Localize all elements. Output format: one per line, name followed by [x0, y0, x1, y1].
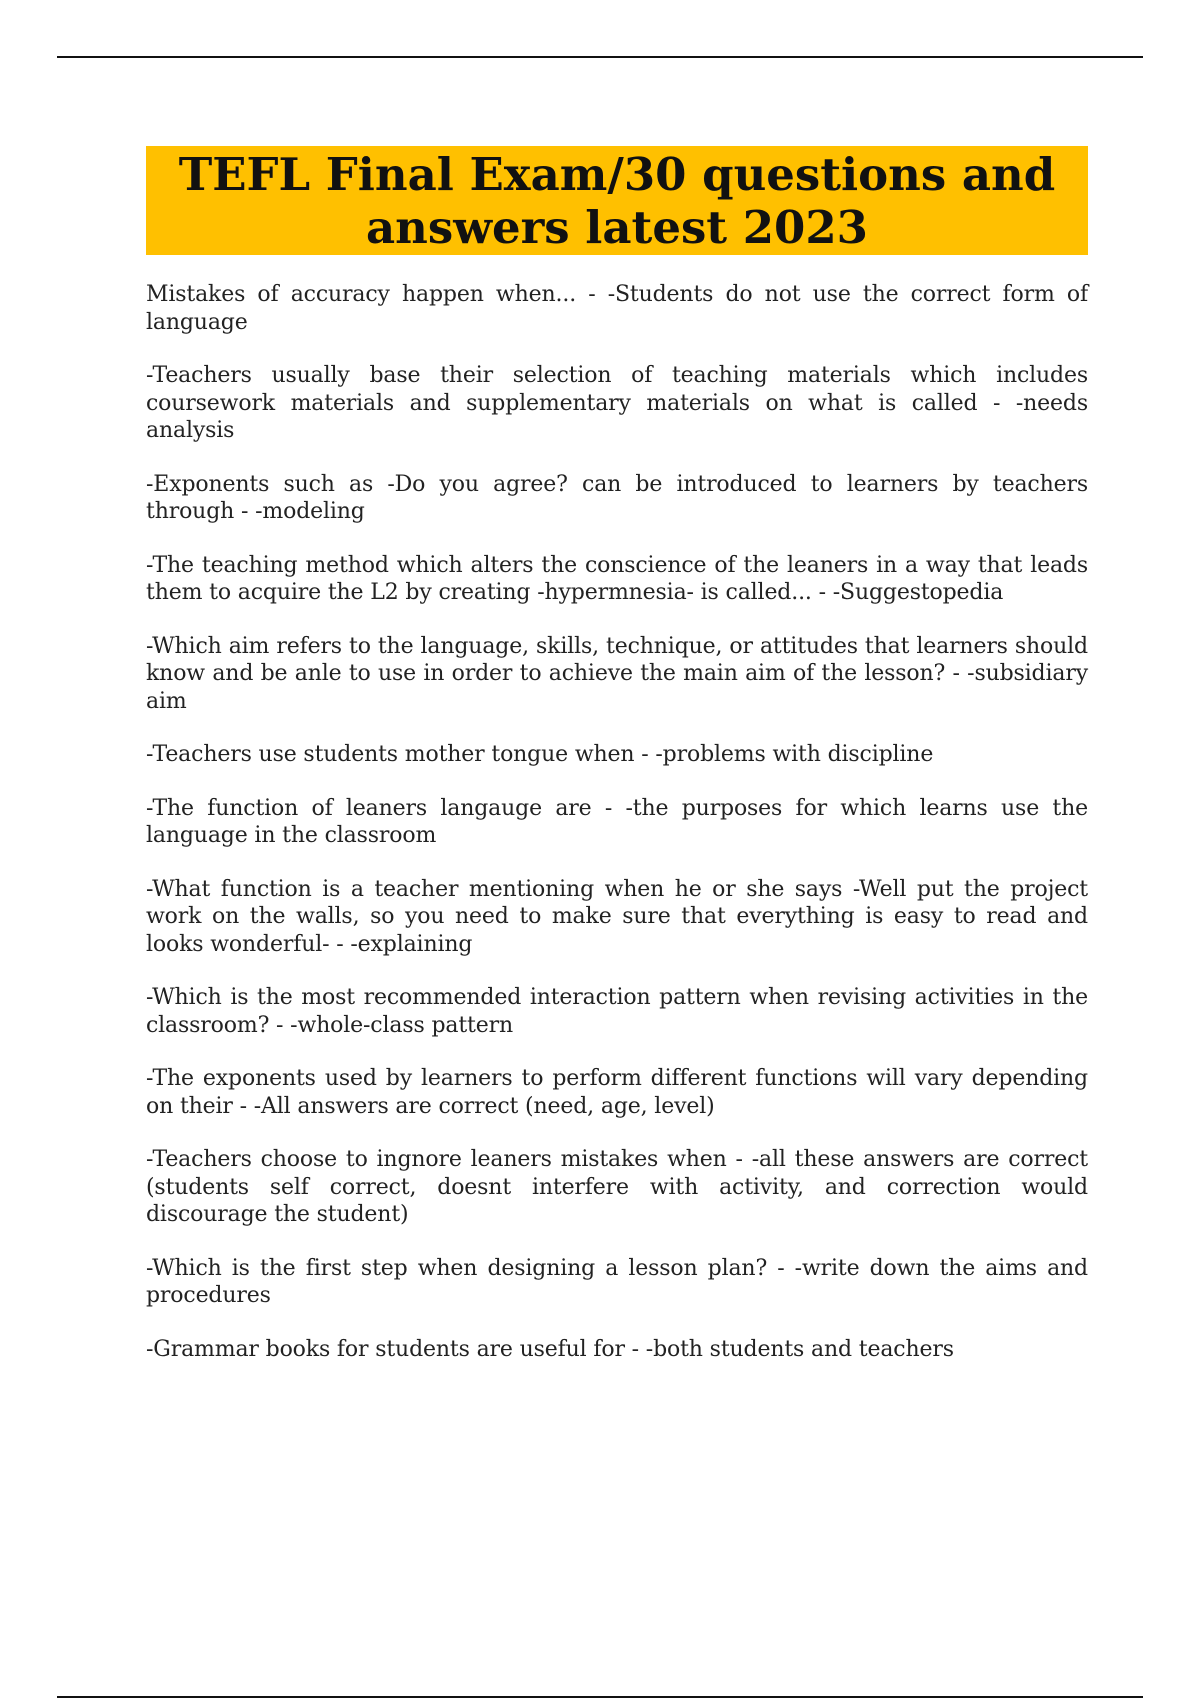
qa-item: Mistakes of accuracy happen when... - -Students do not use the correct form of language — [146, 282, 1088, 335]
qa-item: -Which is the first step when designing a lesson plan? - -write down the aims and procedures — [146, 1255, 1088, 1308]
qa-item: -Grammar books for students are useful for - -both students and teachers — [146, 1336, 954, 1362]
qa-item: -What function is a teacher mentioning when he or she says -Well put the project work on the walls, so you need to make sure that everything is easy to read and looks wonderful- - -explaining — [146, 876, 1088, 957]
top-rule — [57, 56, 1143, 58]
qa-list — [146, 281, 1088, 1389]
qa-item: -The exponents used by learners to perform different functions will vary depending on their - -All answers are correct (need, age, level) — [146, 1066, 1088, 1119]
qa-item: -Which aim refers to the language, skills, technique, or attitudes that learners should know and be anle to use in order to achieve the main aim of the lesson? - -subsidiary aim — [146, 633, 1088, 714]
qa-item: -The teaching method which alters the conscience of the leaners in a way that leads them to acquire the L2 by creating -hypermnesia- is called... - -Suggestopedia — [146, 552, 1088, 605]
title-banner — [146, 146, 1088, 255]
qa-item: -Which is the most recommended interaction pattern when revising activities in the classroom? - -whole-class pattern — [146, 985, 1088, 1038]
qa-item: -Teachers use students mother tongue when - -problems with discipline — [146, 742, 934, 767]
bottom-rule — [57, 1696, 1143, 1698]
qa-item: -Exponents such as -Do you agree? can be introduced to learners by teachers through - -modeling — [146, 471, 1088, 524]
qa-item: -Teachers choose to ingnore leaners mistakes when - -all these answers are correct (students self correct, doesnt interfere with activity, and correction would discourage the student) — [146, 1147, 1088, 1227]
page-title: TEFL Final Exam/30 questions and answers latest 2023 — [178, 147, 1056, 254]
qa-item: -Teachers usually base their selection of teaching materials which includes coursework materials and supplementary materials on what is called - -needs analysis — [146, 363, 1088, 443]
qa-item: -The function of leaners langauge are - -the purposes for which learns use the language in the classroom — [146, 795, 1088, 848]
